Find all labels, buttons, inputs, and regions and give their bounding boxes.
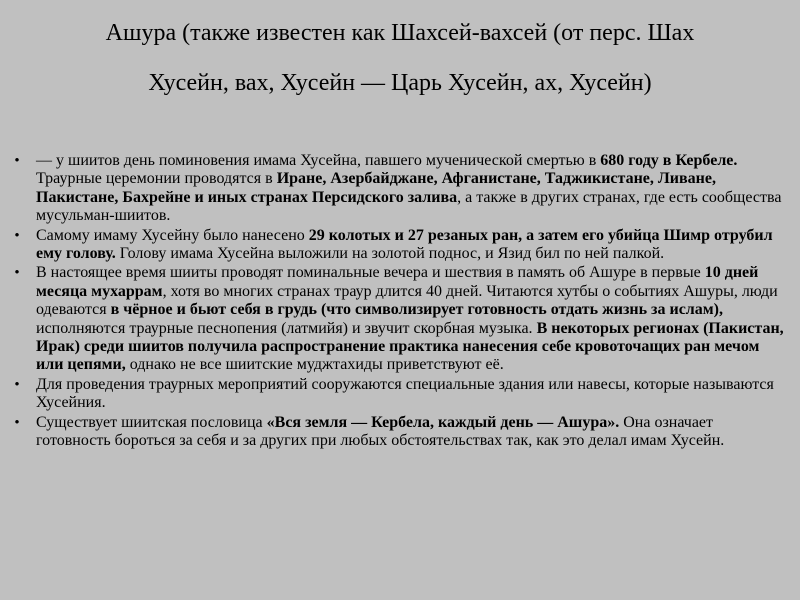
bullet-dot-icon: • <box>14 227 20 244</box>
text-segment: Траурные церемонии проводятся в <box>36 170 277 188</box>
text-segment-bold: 680 году в Кербеле. <box>600 152 738 169</box>
bullet-item <box>10 227 785 264</box>
bullet-dot-icon: • <box>14 414 20 431</box>
bullet-text <box>36 414 724 449</box>
bullet-item <box>10 152 785 226</box>
bullet-text <box>36 227 773 262</box>
text-segment: исполняются траурные песнопения (латмийя) и звучит скорбная музыка. <box>36 319 537 337</box>
text-segment-bold: Иране, Азербайджане, Афганистане, Таджикистане, Ливане, Пакистане, Бахрейне и иных странах Персидского залива <box>36 170 716 206</box>
bullet-text <box>36 152 781 224</box>
bullet-dot-icon: • <box>14 153 20 169</box>
text-segment: В настоящее время шииты проводят поминальные вечера и шествия в память об Ашуре в первые <box>36 264 705 282</box>
text-segment: , хотя во многих странах траур длится 40 дней. Читаются хутбы о событиях Ашуры, люди одеваются <box>36 282 778 319</box>
bullet-text <box>36 264 784 373</box>
text-segment: Самому имаму Хусейну было нанесено <box>36 226 309 244</box>
bullet-dot-icon: • <box>14 376 20 393</box>
text-segment-bold: «Вся земля — Кербела, каждый день — Ашура». <box>266 413 620 431</box>
text-segment-bold: 10 дней месяца мухаррам <box>36 264 759 300</box>
bullet-text <box>36 376 774 411</box>
slide-title-line-1: Ашура (также известен как Шахсей-вахсей (от перс. Шах <box>105 20 695 46</box>
text-segment: Голову имама Хусейна выложили на золотой поднос, и Язид бил по ней палкой. <box>115 245 665 263</box>
text-segment: Она означает готовность бороться за себя и за других при любых обстоятельствах так, как это делал имам Хусейн. <box>36 413 725 450</box>
bullet-item <box>10 376 785 413</box>
text-segment-bold: 29 колотых и 27 резаных ран, а затем его убийца Шимр отрубил ему голову. <box>36 226 773 263</box>
bullet-item <box>10 264 785 374</box>
text-segment-bold: в чёрное и бьют себя в грудь (что символизирует готовность отдать жизнь за ислам), <box>110 301 724 319</box>
slide-title <box>40 8 760 108</box>
text-segment: — у шиитов день поминовения имама Хусейна, павшего мученической смертью в <box>36 152 601 169</box>
bullet-dot-icon: • <box>14 265 20 282</box>
text-segment: Для проведения траурных мероприятий сооружаются специальные здания или навесы, которые называются Хусейния. <box>36 375 774 412</box>
text-segment: Существует шиитская пословица <box>36 413 267 431</box>
bullet-item <box>10 414 785 451</box>
text-segment: , а также в других странах, где есть сообщества мусульман-шиитов. <box>36 188 782 225</box>
text-segment: однако не все шиитские муджтахиды приветствуют её. <box>125 356 504 374</box>
slide-title-line-2: Хусейн, вах, Хусейн — Царь Хусейн, ах, Хусейн) <box>148 70 652 96</box>
text-segment-bold: В некоторых регионах (Пакистан, Ирак) среди шиитов получила распространение практика нанесения себе кровоточащих ран мечом или цепями, <box>36 319 784 374</box>
bullet-list <box>10 152 785 452</box>
